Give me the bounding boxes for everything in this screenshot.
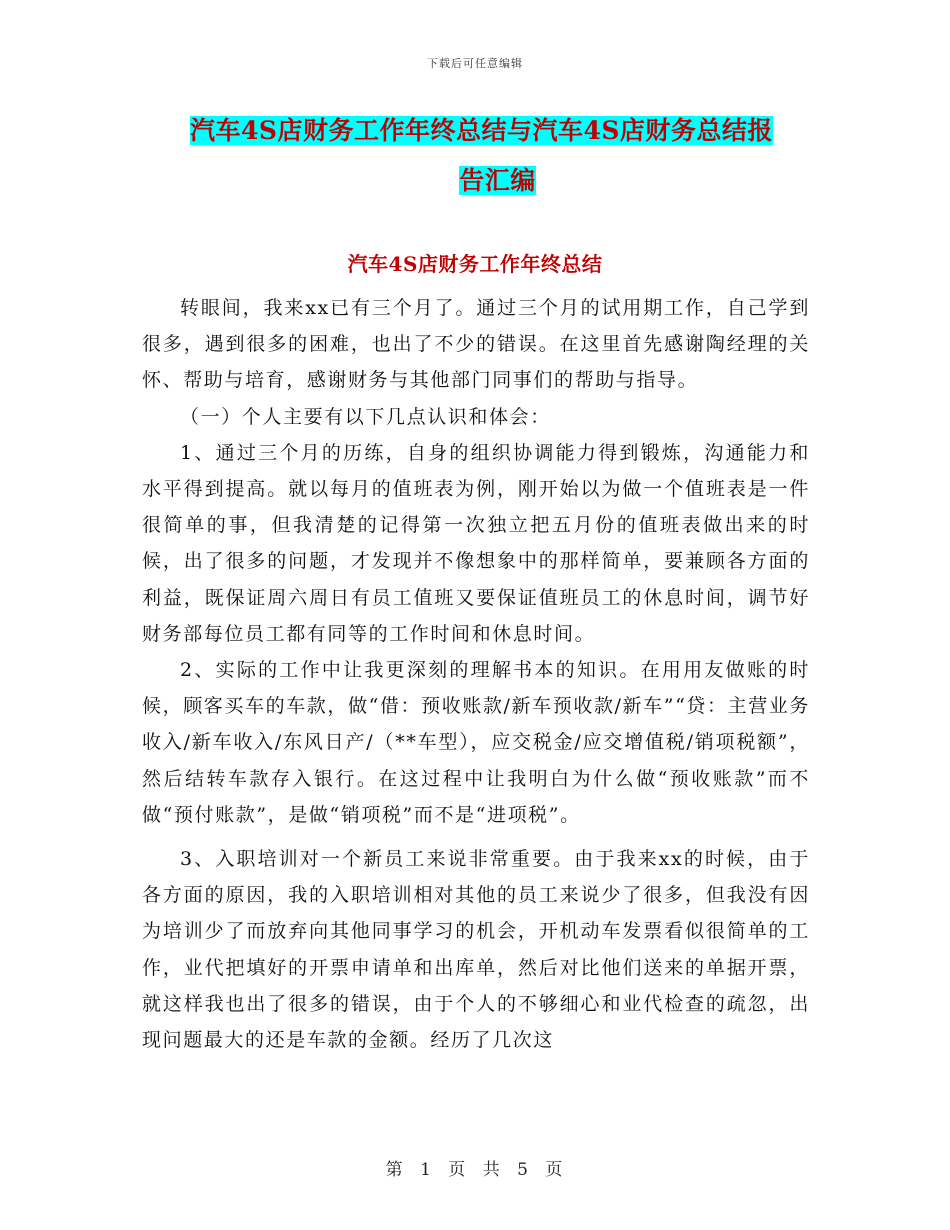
- footer-total-pages: 5: [517, 1160, 530, 1180]
- footer-total-prefix: 共: [482, 1160, 502, 1180]
- document-title-line-2-text: 告汇编: [459, 166, 536, 195]
- document-title-line-2: [190, 156, 805, 206]
- footer-prefix: 第: [385, 1160, 405, 1180]
- document-title: [190, 106, 805, 206]
- document-title-line-1-text: 汽车4S店财务工作年终总结与汽车4S店财务总结报: [190, 116, 773, 145]
- header-note: 下载后可任意编辑: [427, 57, 523, 70]
- document-title-line-1: [190, 106, 805, 156]
- page-footer: [0, 1155, 950, 1180]
- paragraph-intro: 转眼间，我来xx已有三个月了。通过三个月的试用期工作，自己学到很多，遇到很多的困难，也出了不少的错误。在这里首先感谢陶经理的关怀、帮助与培育，感谢财务与其他部门同事们的帮助与指导。: [142, 297, 810, 392]
- footer-page-number: 1: [420, 1160, 433, 1180]
- paragraph-heading-1: （一）个人主要有以下几点认识和体会：: [180, 405, 551, 428]
- section-title: 汽车4S店财务工作年终总结: [347, 252, 603, 276]
- footer-page-unit: 页: [448, 1160, 468, 1180]
- document-body: [142, 290, 810, 1058]
- footer-total-unit: 页: [545, 1160, 565, 1180]
- paragraph-item-1: 1、通过三个月的历练，自身的组织协调能力得到锻炼，沟通能力和水平得到提高。就以每月的值班表为例，刚开始以为做一个值班表是一件很简单的事，但我清楚的记得第一次独立把五月份的值班表做出来的时候，出了很多的问题，才发现并不像想象中的那样简单，要兼顾各方面的利益，既保证周六周日有员工值班又要保证值班员工的休息时间，调节好财务部每位员工都有同等的工作时间和休息时间。: [142, 441, 810, 645]
- paragraph-item-3: 3、入职培训对一个新员工来说非常重要。由于我来xx的时候，由于各方面的原因，我的入职培训相对其他的员工来说少了很多，但我没有因为培训少了而放弃向其他同事学习的机会，开机动车发票看似很简单的工作，业代把填好的开票申请单和出库单，然后对比他们送来的单据开票，就这样我也出了很多的错误，由于个人的不够细心和业代检查的疏忽，出现问题最大的还是车款的金额。经历了几次这: [142, 848, 810, 1052]
- paragraph-item-2: 2、实际的工作中让我更深刻的理解书本的知识。在用用友做账的时候，顾客买车的车款，做“借：预收账款/新车预收款/新车”“贷：主营业务收入/新车收入/东风日产/（**车型），应交税金/应交增值税/销项税额”，然后结转车款存入银行。在这过程中让我明白为什么做“预收账款”而不做“预付账款”，是做“销项税”而不是“进项税”。: [142, 659, 810, 826]
